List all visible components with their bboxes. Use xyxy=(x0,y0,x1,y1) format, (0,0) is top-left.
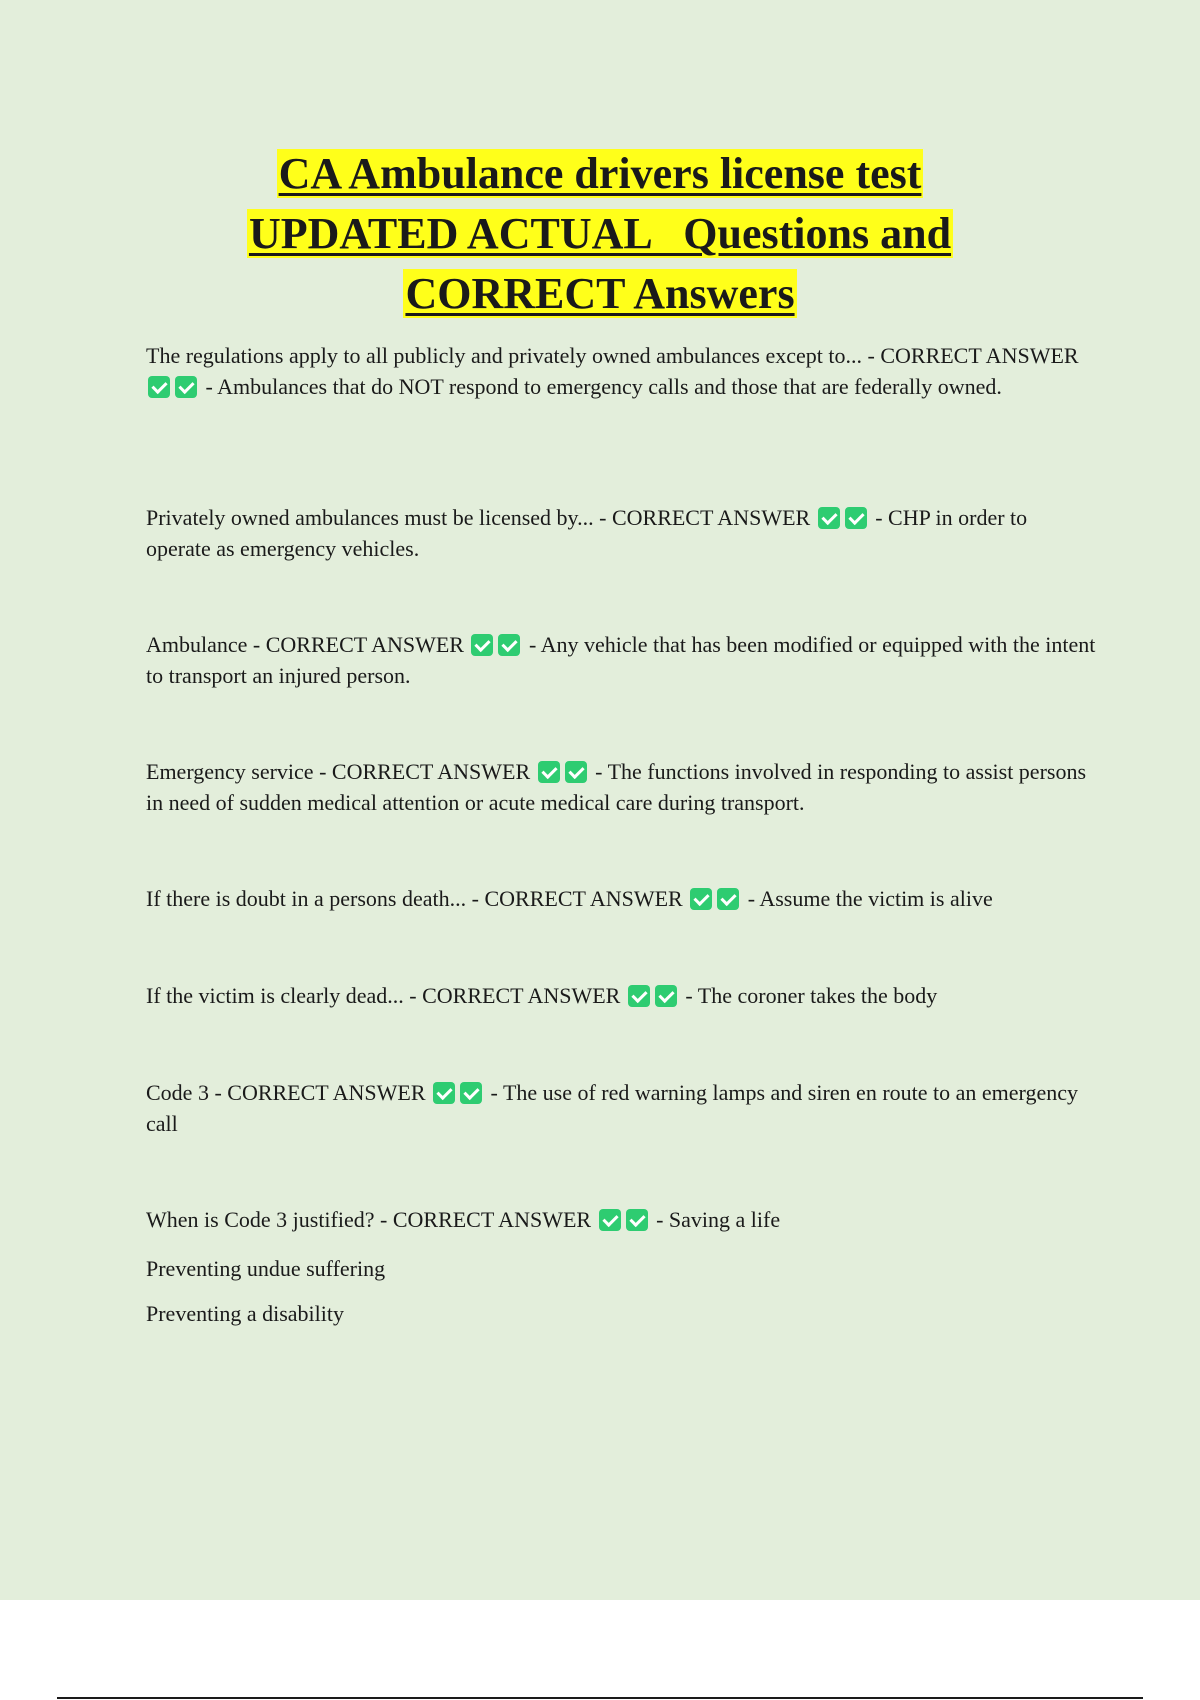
answer-text: - Assume the victim is alive xyxy=(747,886,993,911)
title-line-1: CA Ambulance drivers license test xyxy=(278,149,922,198)
check-box-icon xyxy=(626,1209,648,1231)
check-box-icon xyxy=(717,888,739,910)
title-line-2: UPDATED ACTUAL Questions and xyxy=(248,209,952,258)
check-box-icon xyxy=(498,634,520,656)
check-box-icon xyxy=(471,634,493,656)
answer-text: - CHP in order to operate as emergency vehicles. xyxy=(146,505,1028,561)
qa-entry-5 xyxy=(146,883,1096,914)
qa-entry-7 xyxy=(146,1077,1096,1139)
check-box-icon xyxy=(599,1209,621,1231)
answer-text: - The functions involved in responding to assist persons in need of sudden medical attention or acute medical care during transport. xyxy=(146,759,1087,815)
check-box-icon xyxy=(538,761,560,783)
answer-continuation-line: Preventing undue suffering xyxy=(146,1256,386,1281)
check-box-icon xyxy=(175,376,197,398)
check-box-icon xyxy=(148,376,170,398)
qa-entry-4 xyxy=(146,756,1096,818)
qa-entry-2 xyxy=(146,502,1096,564)
question-text: If there is doubt in a persons death... - CORRECT ANSWER xyxy=(146,886,683,911)
answer-text: - Ambulances that do NOT respond to emergency calls and those that are federally owned. xyxy=(205,374,1002,399)
check-box-icon xyxy=(690,888,712,910)
document-title xyxy=(0,144,1200,324)
question-text: Emergency service - CORRECT ANSWER xyxy=(146,759,531,784)
qa-entry-6 xyxy=(146,980,1096,1011)
check-box-icon xyxy=(565,761,587,783)
check-box-icon xyxy=(655,985,677,1007)
question-text: Code 3 - CORRECT ANSWER xyxy=(146,1080,426,1105)
answer-text: - Any vehicle that has been modified or equipped with the intent to transport an injured person. xyxy=(146,632,1096,688)
answer-text: - The coroner takes the body xyxy=(685,983,938,1008)
question-text: Ambulance - CORRECT ANSWER xyxy=(146,632,464,657)
check-box-icon xyxy=(845,507,867,529)
answer-continuation-line: Preventing a disability xyxy=(146,1301,344,1326)
footer-divider xyxy=(57,1697,1143,1699)
qa-entry-3 xyxy=(146,629,1096,691)
qa-entry-8 xyxy=(146,1204,1096,1235)
check-box-icon xyxy=(818,507,840,529)
check-box-icon xyxy=(460,1082,482,1104)
check-box-icon xyxy=(628,985,650,1007)
answer-text: - The use of red warning lamps and siren en route to an emergency call xyxy=(146,1080,1079,1136)
title-line-3: CORRECT Answers xyxy=(405,269,795,318)
answer-text: - Saving a life xyxy=(656,1207,781,1232)
question-text: When is Code 3 justified? - CORRECT ANSWER xyxy=(146,1207,592,1232)
question-text: Privately owned ambulances must be licensed by... - CORRECT ANSWER xyxy=(146,505,811,530)
check-box-icon xyxy=(433,1082,455,1104)
question-text: If the victim is clearly dead... - CORRECT ANSWER xyxy=(146,983,621,1008)
question-text: The regulations apply to all publicly and privately owned ambulances except to... - CORRECT ANSWER xyxy=(146,343,1079,368)
qa-entry-1 xyxy=(146,340,1096,402)
